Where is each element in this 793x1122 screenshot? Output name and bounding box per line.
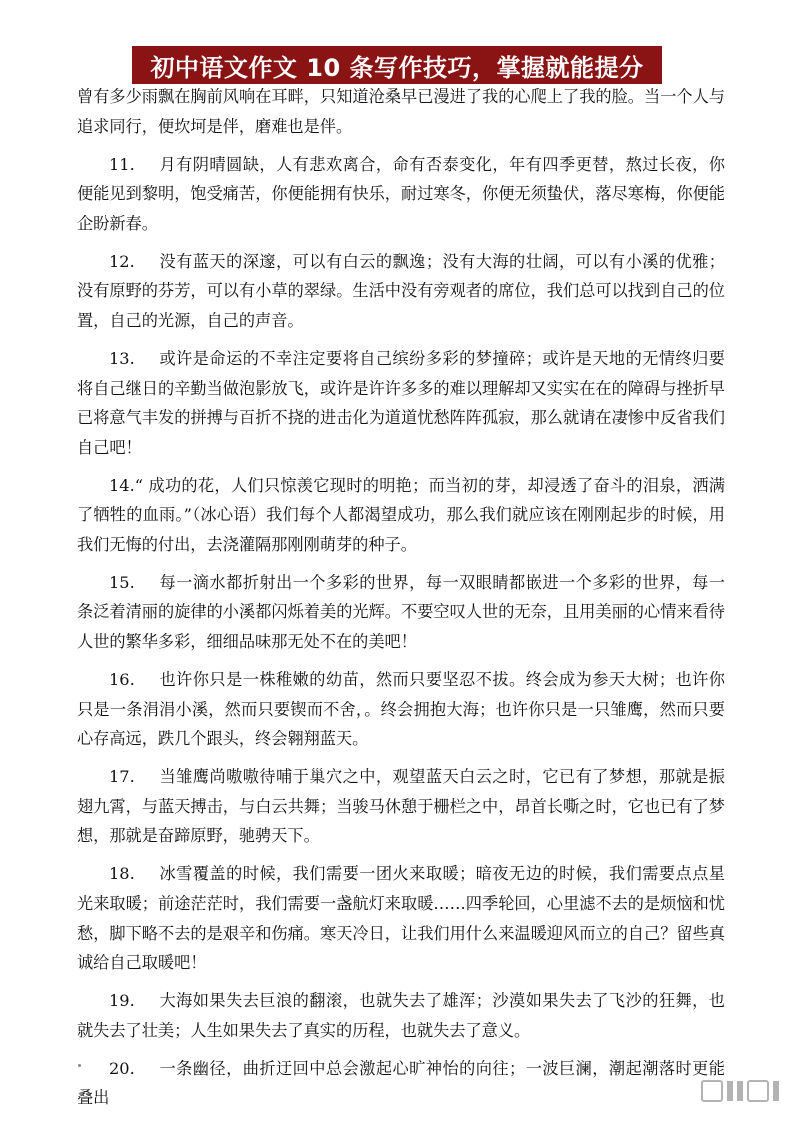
title-banner [132, 46, 662, 84]
paragraph-number: 20. [109, 1058, 135, 1078]
paragraph-number: 12. [109, 251, 135, 271]
paragraph-text: 月有阴晴圆缺，人有悲欢离合，命有否泰变化，年有四季更替，熬过长夜，你便能见到黎明，饱受痛苦，你便能拥有快乐，耐过寒冬，你便无须蛰伏，落尽寒梅，你便能企盼新春。 [77, 154, 725, 233]
paragraph-text: 一条幽径，曲折迂回中总会激起心旷神怡的向往；一波巨澜，潮起潮落时更能叠出 [77, 1058, 725, 1108]
paragraph-text: “ 成功的花，人们只惊羡它现时的明艳；而当初的芽，却浸透了奋斗的泪泉，洒满了牺牲的血雨。”（冰心语）我们每个人都渴望成功，那么我们就应该在刚刚起步的时候，用我们无悔的付出，去浇灌隔那刚刚萌芽的种子。 [77, 475, 725, 554]
paragraph-number: 17. [109, 767, 135, 787]
paragraph-number: 19. [109, 991, 135, 1011]
paragraph-number: 16. [109, 670, 135, 690]
paragraph-15 [77, 568, 725, 657]
paragraph-continued [77, 82, 725, 141]
paragraph-20 [77, 1054, 725, 1113]
paragraph-number: 13. [109, 348, 135, 368]
page-title: 初中语文作文 10 条写作技巧，掌握就能提分 [150, 53, 644, 82]
paragraph-14 [77, 471, 725, 560]
paragraph-11 [77, 150, 725, 239]
paragraph-18 [77, 859, 725, 977]
watermark-logo [701, 1080, 779, 1102]
paragraph-number: 15. [109, 572, 135, 592]
paragraph-19 [77, 986, 725, 1045]
watermark-square-icon [747, 1080, 769, 1102]
watermark-bar-icon [773, 1081, 779, 1101]
paragraph-text: 大海如果失去巨浪的翻滚，也就失去了雄浑；沙漠如果失去了飞沙的狂舞，也就失去了壮美；人生如果失去了真实的历程，也就失去了意义。 [77, 991, 725, 1040]
paragraph-number: 14. [109, 475, 135, 495]
paragraph-17 [77, 762, 725, 851]
paragraph-text: 冰雪覆盖的时候，我们需要一团火来取暖；暗夜无边的时候，我们需要点点星光来取暖；前途茫茫时，我们需要一盏航灯来取暖……四季轮回，心里滤不去的是烦恼和忧愁，脚下略不去的是艰辛和伤痛。寒天冷日，让我们用什么来温暖迎风而立的自己？留些真诚给自己取暖吧！ [77, 864, 725, 973]
article-body [77, 82, 725, 1121]
paragraph-text: 没有蓝天的深邃，可以有白云的飘逸；没有大海的壮阔，可以有小溪的优雅；没有原野的芬芳，可以有小草的翠绿。生活中没有旁观者的席位，我们总可以找到自己的位置，自己的光源，自己的声音。 [77, 251, 725, 330]
watermark-bar-icon [737, 1081, 743, 1101]
paragraph-16 [77, 665, 725, 754]
paragraph-number: 18. [109, 864, 135, 884]
paragraph-text: 每一滴水都折射出一个多彩的世界，每一双眼睛都嵌进一个多彩的世界，每一条泛着清丽的旋律的小溪都闪烁着美的光辉。不要空叹人世的无奈，且用美丽的心情来看待人世的繁华多彩，细细品味那无处不在的美吧！ [77, 572, 725, 652]
paragraph-text: 也许你只是一株稚嫩的幼苗，然而只要坚忍不拔。终会成为参天大树；也许你只是一条涓涓小溪，然而只要锲而不舍，。终会拥抱大海；也许你只是一只雏鹰，然而只要心存高远，跌几个跟头，终会翱翔蓝天。 [77, 670, 725, 749]
paragraph-text: 当雏鹰尚嗷嗷待哺于巢穴之中，观望蓝天白云之时，它已有了梦想，那就是振翅九霄，与蓝天搏击，与白云共舞；当骏马休憩于栅栏之中，昂首长嘶之时，它也已有了梦想，那就是奋蹄原野，驰骋天下。 [77, 767, 725, 846]
paragraph-text: 曾有多少雨飘在胸前风响在耳畔，只知道沧桑早已漫进了我的心爬上了我的脸。当一个人与追求同行，便坎坷是伴，磨难也是伴。 [77, 87, 725, 136]
paragraph-12 [77, 247, 725, 336]
stray-dot [78, 1064, 81, 1067]
paragraph-13 [77, 344, 725, 462]
watermark-bar-icon [727, 1081, 733, 1101]
paragraph-number: 11. [109, 154, 135, 174]
paragraph-text: 或许是命运的不幸注定要将自己缤纷多彩的梦撞碎；或许是天地的无情终归要将自己继日的辛勤当做泡影放飞，或许是许许多多的难以理解却又实实在在的障碍与挫折早已将意气丰发的拼搏与百折不挠的进击化为道道忧愁阵阵孤寂，那么就请在凄惨中反省我们自己吧！ [77, 348, 725, 457]
watermark-square-icon [701, 1080, 723, 1102]
